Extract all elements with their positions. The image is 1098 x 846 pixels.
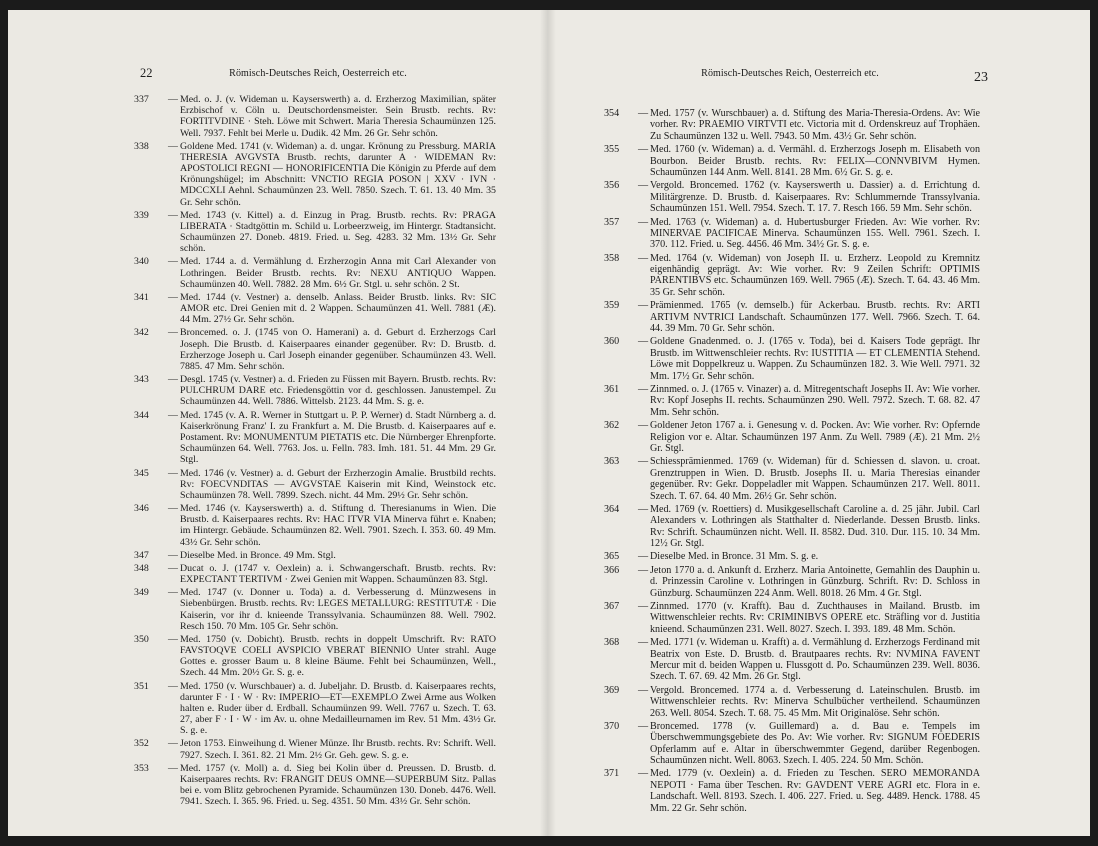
entry-dash: — — [638, 108, 649, 119]
catalog-entry — [134, 763, 496, 808]
entry-dash: — — [168, 374, 178, 386]
entry-dash: — — [638, 383, 649, 395]
entry-number: 344 — [134, 409, 149, 421]
catalog-entry — [604, 768, 980, 814]
book-spread — [8, 10, 1090, 838]
entry-number: 356 — [604, 180, 620, 192]
entry-number: 348 — [134, 562, 149, 574]
entry-description: Med. 1746 (v. Kayserswerth) a. d. Stiftung d. Theresianums in Wien. Die Brustb. d. Kaiserpaares rechts. Rv: HAC ITVR VIA Minerva führt e. Knaben; im Hintergr. Gebäude. Schaumünzen 82. Well. 7901. Szech. I. 353. 60. 49 Mm. 43½ Gr. Sehr schön. — [180, 503, 496, 548]
right-page — [548, 10, 1090, 836]
entry-description: Med. 1760 (v. Wideman) a. d. Vermähl. d. Erzherzogs Joseph m. Elisabeth von Bourbon. Beider Brustb. rechts. Rv: FELIX—CONNVBIVM Hymen. Schaumünzen 144 Anm. Well. 8141. 28 Mm. 6½ Gr. S. g. e. — [650, 144, 980, 178]
entry-number: 351 — [134, 680, 149, 692]
entry-dash: — — [638, 144, 649, 156]
entry-description: Med. 1747 (v. Donner u. Toda) a. d. Verbesserung d. Münzwesens in Siebenbürgen. Brustb. rechts. Rv: LEGES METALLURG: RESTITUTÆ · Die Kaiserin, vor ihr d. knieende Transsylvania. Schaumünzen 88. Well. 7902. Resch 150. 70 Mm. 105 Gr. Sehr schön. — [180, 587, 496, 632]
catalog-entry — [604, 217, 980, 251]
catalog-entry — [604, 637, 980, 683]
entry-description: Goldene Gnadenmed. o. J. (1765 v. Toda), bei d. Kaisers Tode geprägt. Ihr Brustb. im Wittwenschleier rechts. Rv: IUSTITIA — ET CLEMENTIA Stehend. Löwe mit Doppelkreuz u. Wappen. Zu Schaumünzen 182. 3. Wie Well. 7971. 32 Mm. 17½ Gr. Sehr schön. — [650, 336, 980, 382]
entry-dash: — — [638, 336, 649, 348]
entry-dash: — — [638, 503, 649, 515]
entry-dash: — — [168, 327, 178, 339]
entry-dash: — — [638, 456, 649, 468]
entry-number: 354 — [604, 108, 620, 119]
catalog-entry — [604, 420, 980, 454]
catalog-entry — [134, 327, 496, 372]
entry-dash: — — [168, 562, 178, 574]
entry-description: Med. 1750 (v. Dobicht). Brustb. rechts in doppelt Umschrift. Rv: RATO FAVSTOQVE COELI AVSPICIO VBERAT BIENNIO Unter strahl. Auge Gottes e. grosser Baum u. 8 kleine Bäume. Fehlt bei Schaumünzen, Well., Szech. 44 Mm. 20½ Gr. S. g. e. — [180, 633, 496, 679]
catalog-entry — [604, 336, 980, 382]
entry-description: Jeton 1770 a. d. Ankunft d. Erzherz. Maria Antoinette, Gemahlin des Dauphin u. d. Prinzessin Caroline v. Lothringen in Günzburg. Schrift. Rv: D. Schloss in Günzburg. Schaumünzen 224 Anm. Well. 8018. 26 Mm. 4 Gr. Stgl. — [650, 564, 980, 599]
catalog-entry — [134, 634, 496, 679]
entry-number: 370 — [604, 720, 620, 732]
entry-description: Med. 1743 (v. Kittel) a. d. Einzug in Prag. Brustb. rechts. Rv: PRAGA LIBERATA · Stadtgöttin m. Schild u. Lorbeerzweig, im Hintergr. Stadtansicht. Schaumünzen 27. Doneb. 4819. Fried. u. Seg. 4283. 32 Mm. 13½ Gr. Sehr schön. — [180, 209, 496, 255]
entry-dash: — — [168, 738, 178, 750]
right-page-number: 23 — [974, 70, 988, 85]
catalog-entry — [134, 738, 496, 760]
entry-description: Dieselbe Med. in Bronce. 49 Mm. Stgl. — [180, 549, 336, 561]
catalog-entry — [604, 253, 980, 299]
catalog-entry — [134, 468, 496, 502]
entry-dash: — — [168, 587, 178, 599]
right-running-head: Römisch-Deutsches Reich, Oesterreich etc. — [701, 68, 879, 79]
left-page-header — [132, 68, 504, 86]
left-page-number: 22 — [140, 66, 153, 80]
entry-dash: — — [638, 637, 649, 649]
entry-description: Med. 1769 (v. Roettiers) d. Musikgesellschaft Caroline a. d. 25 jähr. Jubil. Carl Alexanders v. Lothringen als Statthalter d. Niederlande. Dessen Brustb. links. Rv: Schrift. Schaumünzen nicht. Well. II. 8582. Dud. 310. Dur. 115. 10. 34 Mm. 12½ Gr. Stgl. — [650, 503, 980, 550]
entry-dash: — — [168, 291, 178, 303]
entry-number: 338 — [134, 140, 149, 152]
entry-description: Med. 1763 (v. Wideman) a. d. Hubertusburger Frieden. Av: Wie vorher. Rv: MINERVAE PACIFICAE Minerva. Schaumünzen 155. Well. 7961. Szech. I. 370. 112. Fried. u. Seg. 4456. 46 Mm. 34½ Gr. S. g. e. — [650, 216, 980, 251]
entry-dash: — — [638, 180, 649, 192]
entry-description: Vergold. Broncemed. 1762 (v. Kayserswerth u. Dassier) a. d. Errichtung d. Militärgrenze. D. Brustb. d. Kaiserpaares. Rv: Schlummernde Transsylvania. Schaumünzen 151. Well. 7954. Szech. T. 17. 7. Resch 166. 59 Mm. Sehr schön. — [650, 180, 980, 215]
catalog-entry — [134, 681, 496, 737]
entry-number: 361 — [604, 383, 620, 395]
catalog-entry — [604, 108, 980, 142]
entry-number: 349 — [134, 587, 149, 599]
entry-description: Med. 1746 (v. Vestner) a. d. Geburt der Erzherzogin Amalie. Brustbild rechts. Rv: FOECVNDITAS — AVGVSTAE Kaiserin mit Kind, Weinstock etc. Schaumünzen 78. Well. 7899. Szech. nicht. 44 Mm. 29½ Gr. Sehr schön. — [180, 467, 496, 501]
entry-description: Dieselbe Med. in Bronce. 31 Mm. S. g. e. — [650, 551, 819, 563]
entry-number: 371 — [604, 768, 620, 780]
right-page-header — [598, 68, 988, 86]
catalog-entry — [604, 685, 980, 719]
entry-number: 341 — [134, 291, 149, 303]
entry-number: 365 — [604, 551, 620, 563]
entry-dash: — — [168, 503, 178, 515]
catalog-entry — [134, 587, 496, 632]
entry-dash: — — [168, 549, 178, 561]
catalog-entry — [134, 256, 496, 290]
entry-dash: — — [638, 216, 649, 228]
entry-dash: — — [638, 684, 649, 696]
entry-description: Med. 1757 (v. Moll) a. d. Sieg bei Kolin über d. Preussen. D. Brustb. d. Kaiserpaares rechts. Rv: FRANGIT DEUS OMNE—SUPERBUM Sitz. Pallas bei e. vom Blitz gebrochenen Pyramide. Schaumünzen 130. Doneb. 4476. Well. 7941. Szech. I. 365. 96. Fried. u. Seg. 4351. 50 Mm. 43½ Gr. Sehr schön. — [180, 762, 496, 808]
catalog-entry — [134, 503, 496, 548]
entry-description: Goldene Med. 1741 (v. Wideman) a. d. ungar. Krönung zu Pressburg. MARIA THERESIA AVGVSTA Brustb. rechts, darunter A · WIDEMAN Rv: APOSTOLICI REGNI — HONORIFICENTIA Die Königin zu Pferde auf dem Krönungshügel; im Abschnitt: VNCTIO REGIA POSON | XXV · IVN · MDCCXLI Aehnl. Schaumünzen 23. Well. 7850. Szech. T. 61. 13. 40 Mm. 35 Gr. Sehr schön. — [180, 140, 496, 208]
entry-number: 339 — [134, 209, 149, 221]
entry-description: Schiessprämienmed. 1769 (v. Wideman) für d. Schiessen d. slavon. u. croat. Grenztruppen in Wien. D. Brustb. Josephs II. u. Maria Theresias einander gegenüber. Rv: Gekr. Doppeladler mit Wappen. Schaumünzen 217. Well. 8011. Szech. T. 67. 64. 40 Mm. 26½ Gr. Sehr schön. — [650, 456, 980, 502]
left-page — [8, 10, 548, 836]
catalog-entry — [604, 504, 980, 550]
entry-description: Med. 1757 (v. Wurschbauer) a. d. Stiftung des Maria-Theresia-Ordens. Av: Wie vorher. Rv: PRAEMIO VIRTVTI etc. Victoria mit d. Ordenskreuz auf Trophäen. Zu Schaumünzen 132 u. Well. 7943. 50 Mm. 43½ Gr. Sehr schön. — [650, 108, 980, 142]
entry-number: 343 — [134, 374, 149, 386]
entry-description: Med. 1744 a. d. Vermählung d. Erzherzogin Anna mit Carl Alexander von Lothringen. Beider Brustb. rechts. Rv: NEXU ANTIQUO Wappen. Schaumünzen 40. Well. 7882. 28 Mm. 6½ Gr. Stgl. u. sehr schön. 2 St. — [180, 256, 496, 290]
entry-dash: — — [168, 633, 178, 645]
entry-description: Broncemed. o. J. (1745 von O. Hamerani) a. d. Geburt d. Erzherzogs Carl Joseph. Die Brustb. d. Kaiserpaares einander gegenüber. Rv: D. Brustb. d. Erzherzoge Joseph u. Carl Joseph einander gegenüber. Schaumünzen 43. Well. 7885. 47 Mm. Sehr schön. — [180, 327, 496, 372]
entry-dash: — — [168, 467, 178, 479]
entry-description: Desgl. 1745 (v. Vestner) a. d. Frieden zu Füssen mit Bayern. Brustb. rechts. Rv: PULCHRUM DARE etc. Friedensgöttin vor d. geschlossen. Janustempel. Zu Schaumünzen 44. Well. 7886. Wittelsb. 2123. 44 Mm. S. g. e. — [180, 374, 496, 408]
entry-description: Med. 1750 (v. Wurschbauer) a. d. Jubeljahr. D. Brustb. d. Kaiserpaares rechts, darunter F · I · W · Rv: IMPERIO—ET—EXEMPLO Zwei Arme aus Wolken halten e. Ruder über d. Erdball. Schaumünzen 99. Well. 7767 u. Szech. T. 63. 27, aber F · I · W · im Av. u. ohne Medailleurnamen im Rev. 51 Mm. 43½ Gr. S. g. e. — [180, 680, 496, 737]
catalog-entry — [134, 141, 496, 208]
catalog-entry — [604, 384, 980, 418]
entry-number: 353 — [134, 762, 149, 774]
left-running-head: Römisch-Deutsches Reich, Oesterreich etc. — [229, 68, 407, 79]
entry-number: 355 — [604, 144, 620, 156]
entry-dash: — — [638, 720, 649, 732]
entry-number: 362 — [604, 420, 620, 432]
catalog-entry — [134, 210, 496, 255]
catalog-entry — [604, 721, 980, 767]
entry-dash: — — [168, 409, 178, 421]
entry-description: Zinnmed. o. J. (1765 v. Vinazer) a. d. Mitregentschaft Josephs II. Av: Wie vorher. Rv: Kopf Josephs II. rechts. Schaumünzen 290. Well. 7972. Szech. T. 68. 82. 47 Mm. Sehr schön. — [650, 383, 980, 418]
entry-number: 342 — [134, 327, 149, 339]
catalog-entry — [604, 300, 980, 334]
entry-dash: — — [168, 94, 178, 105]
entry-dash: — — [168, 140, 178, 152]
entry-dash: — — [168, 762, 178, 774]
entry-dash: — — [638, 551, 649, 563]
entry-description: Vergold. Broncemed. 1774 a. d. Verbesserung d. Lateinschulen. Brustb. im Wittwenschleier rechts. Rv: Minerva Schulbücher vertheilend. Schaumünzen 263. Well. 8054. Szech. T. 68. 75. 45 Mm. Mit Originalöse. Sehr schön. — [650, 684, 980, 719]
catalog-entry — [604, 456, 980, 502]
catalog-entry — [134, 550, 496, 561]
entry-number: 368 — [604, 637, 620, 649]
entry-dash: — — [168, 680, 178, 692]
entry-description: Zinnmed. 1770 (v. Krafft). Bau d. Zuchthauses in Mailand. Brustb. im Wittwenschleier rechts. Rv: CRIMINIBVS OPERE etc. Sträfling vor d. Justitia knieend. Schaumünzen 231. Well. 8027. Szech. I. 393. 189. 48 Mm. Schön. — [650, 601, 980, 635]
entry-dash: — — [168, 256, 178, 268]
entry-dash: — — [638, 252, 649, 264]
entry-dash: — — [638, 420, 649, 432]
entry-dash: — — [638, 300, 649, 312]
entry-number: 360 — [604, 336, 620, 348]
entry-description: Med. 1744 (v. Vestner) a. denselb. Anlass. Beider Brustb. links. Rv: SIC AMOR etc. Drei Genien mit d. 2 Wappen. Schaumünzen 41. Well. 7881 (Æ). 44 Mm. 27½ Gr. Sehr schön. — [180, 291, 496, 326]
entry-number: 352 — [134, 738, 149, 750]
entry-number: 367 — [604, 601, 620, 613]
catalog-entry — [134, 292, 496, 326]
entry-description: Med. 1745 (v. A. R. Werner in Stuttgart u. P. P. Werner) d. Stadt Nürnberg a. d. Kaiserkrönung Franz' I. zu Frankfurt a. M. Die Brustb. d. Kaiserpaares auf e. Postament. Rv: MONUMENTUM PIETATIS etc. Die Nürnberger Ehrenpforte. Schaumünzen 64. Well. 7763. Jos. u. Felln. 783. Imh. 181. 51. 44 Mm. 29 Gr. Stgl. — [180, 409, 496, 466]
entry-dash: — — [168, 209, 178, 221]
entry-dash: — — [638, 564, 649, 576]
entry-description: Goldener Jeton 1767 a. i. Genesung v. d. Pocken. Av: Wie vorher. Rv: Opfernde Religion vor e. Altar. Schaumünzen 197 Anm. Zu Well. 7989 (Æ). 21 Mm. 2½ Gr. Stgl. — [650, 420, 980, 454]
entry-description: Jeton 1753. Einweihung d. Wiener Münze. Ihr Brustb. rechts. Rv: Schrift. Well. 7927. Szech. I. 361. 82. 21 Mm. 2½ Gr. Geh. gew. S. g. e. — [180, 738, 496, 761]
entry-description: Med. o. J. (v. Wideman u. Kayserswerth) a. d. Erzherzog Maximilian, später Erzbischof v. Cöln u. Deutschordensmeister. Sein Brustb. rechts. Rv: FORTITVDINE · Steh. Löwe mit Schwert. Maria Theresia Schaumünzen 125. Well. 7937. Fehlt bei Merle u. Dudik. 42 Mm. 26 Gr. Sehr schön. — [180, 94, 496, 139]
entry-number: 366 — [604, 564, 620, 576]
entry-description: Med. 1779 (v. Oexlein) a. d. Frieden zu Teschen. SERO MEMORANDA NEPOTI · Fama über Teschen. Rv: GAVDENT VERE AGRI etc. Flora in e. Landschaft. Well. 8193. Szech. I. 406. 227. Fried. u. Seg. 4489. Henck. 1788. 45 Mm. 22 Gr. Sehr schön. — [650, 768, 980, 814]
catalog-entry — [134, 374, 496, 408]
entry-dash: — — [638, 601, 649, 613]
entry-number: 358 — [604, 252, 620, 264]
entry-number: 350 — [134, 633, 149, 645]
entry-description: Prämienmed. 1765 (v. demselb.) für Ackerbau. Brustb. rechts. Rv: ARTI ARTIVM NVTRICI Landschaft. Schaumünzen 177. Well. 7966. Szech. T. 64. 44. 39 Mm. 70 Gr. Sehr schön. — [650, 300, 980, 335]
entry-number: 337 — [134, 94, 149, 105]
left-catalog-entries — [134, 94, 496, 809]
catalog-entry — [134, 410, 496, 466]
entry-number: 357 — [604, 216, 620, 228]
entry-description: Med. 1764 (v. Wideman) von Joseph II. u. Erzherz. Leopold zu Kremnitz eigenhändig geprägt. Av: Wie vorher. Rv: 9 Zeilen Schrift: OPTIMIS PARENTIBVS etc. Schaumünzen 169. Well. 7965 (Æ). Szech. T. 64. 43. 46 Mm. 35 Gr. Sehr schön. — [650, 252, 980, 298]
catalog-entry — [134, 563, 496, 585]
catalog-entry — [604, 601, 980, 635]
entry-number: 364 — [604, 503, 620, 515]
entry-description: Ducat o. J. (1747 v. Oexlein) a. i. Schwangerschaft. Brustb. rechts. Rv: EXPECTANT TERTIVM · Zwei Genien mit Wappen. Schaumünzen 83. Stgl. — [180, 562, 496, 586]
catalog-entry — [604, 565, 980, 599]
right-catalog-entries — [604, 108, 980, 816]
entry-dash: — — [638, 768, 649, 780]
entry-number: 359 — [604, 300, 620, 312]
entry-number: 340 — [134, 256, 149, 268]
entry-number: 363 — [604, 456, 620, 468]
catalog-entry — [604, 180, 980, 214]
catalog-entry — [604, 551, 980, 562]
catalog-entry — [604, 144, 980, 178]
entry-number: 347 — [134, 549, 149, 561]
entry-number: 369 — [604, 684, 620, 696]
entry-description: Med. 1771 (v. Wideman u. Krafft) a. d. Vermählung d. Erzherzogs Ferdinand mit Beatrix von Este. D. Brustb. d. Brautpaares rechts. Rv: NVMINA FAVENT Mercur mit d. beiden Wappen u. Flussgott d. Po. Schaumünzen 239. Well. 8036. Szech. T. 67. 69. 42 Mm. 26 Gr. Stgl. — [650, 637, 980, 683]
entry-description: Broncemed. 1778 (v. Guillemard) a. d. Bau e. Tempels im Überschwemmungsgebiete des Po. Av: Wie vorher. Rv: SIGNUM FOEDERIS Opferlamm auf e. Altar in überschwemmter Gegend, darüber Regenbogen. Schaumünzen nicht. Well. 8063. Szech. I. 405. 224. 50 Mm. Schön. — [650, 720, 980, 767]
entry-number: 345 — [134, 467, 149, 479]
entry-number: 346 — [134, 503, 149, 515]
catalog-entry — [134, 94, 496, 139]
